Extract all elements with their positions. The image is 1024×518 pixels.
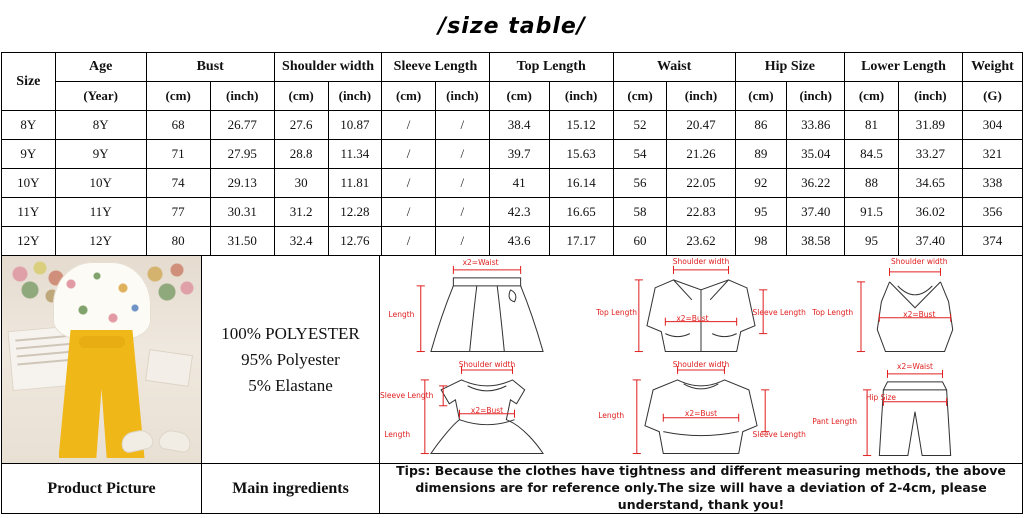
header-lower-length: Lower Length xyxy=(845,53,963,82)
diagram-camisole xyxy=(808,256,1022,360)
cell-shoulder-inch: 11.34 xyxy=(328,140,382,169)
label-shoulder-width: Shoulder width xyxy=(458,359,516,369)
card-prop xyxy=(145,349,193,387)
ingredients-cell xyxy=(202,256,379,463)
cell-bust-cm: 74 xyxy=(146,169,210,198)
cell-size: 8Y xyxy=(2,111,56,140)
cell-hip-cm: 86 xyxy=(735,111,787,140)
cell-bust-inch: 26.77 xyxy=(210,111,274,140)
lower-section xyxy=(1,256,1023,514)
main-ingredients-column xyxy=(202,256,380,513)
cell-hip-cm: 92 xyxy=(735,169,787,198)
main-ingredients-caption: Main ingredients xyxy=(202,463,379,513)
unit-shoulder-cm: (cm) xyxy=(274,82,328,111)
cell-size: 10Y xyxy=(2,169,56,198)
cell-hip-inch: 36.22 xyxy=(787,169,845,198)
cell-hip-inch: 38.58 xyxy=(787,227,845,256)
cell-size: 12Y xyxy=(2,227,56,256)
cell-bust-inch: 29.13 xyxy=(210,169,274,198)
unit-year: (Year) xyxy=(55,82,146,111)
label-sleeve-length: Sleeve Length xyxy=(752,307,806,317)
cell-size: 11Y xyxy=(2,198,56,227)
cell-waist-inch: 21.26 xyxy=(667,140,735,169)
title-row xyxy=(0,0,1024,52)
table-row xyxy=(2,111,1023,140)
cell-shoulder-inch: 12.28 xyxy=(328,198,382,227)
label-bust: x2=Bust xyxy=(903,309,936,319)
cell-lowerlen-cm: 84.5 xyxy=(845,140,899,169)
label-shoulder-width: Shoulder width xyxy=(672,257,730,267)
cell-lowerlen-cm: 91.5 xyxy=(845,198,899,227)
cell-age: 12Y xyxy=(55,227,146,256)
diagram-jacket xyxy=(594,256,808,360)
cell-weight: 304 xyxy=(962,111,1022,140)
product-photo-cell xyxy=(2,256,201,463)
cell-toplen-cm: 42.3 xyxy=(489,198,549,227)
table-row xyxy=(2,198,1023,227)
diagram-long-sleeve-top xyxy=(594,360,808,464)
table-row xyxy=(2,140,1023,169)
cell-lowerlen-cm: 95 xyxy=(845,227,899,256)
cell-lowerlen-cm: 81 xyxy=(845,111,899,140)
cell-weight: 321 xyxy=(962,140,1022,169)
cell-waist-cm: 52 xyxy=(613,111,667,140)
cell-bust-inch: 27.95 xyxy=(210,140,274,169)
cell-waist-inch: 23.62 xyxy=(667,227,735,256)
ingredient-line: 5% Elastane xyxy=(248,375,333,395)
label-shoulder-width: Shoulder width xyxy=(672,359,730,369)
unit-lowerlen-cm: (cm) xyxy=(845,82,899,111)
ingredient-line: 100% POLYESTER xyxy=(221,323,360,343)
label-bust: x2=Bust xyxy=(470,406,504,416)
cell-waist-inch: 22.83 xyxy=(667,198,735,227)
ingredient-line: 95% Polyester xyxy=(241,349,340,369)
cell-toplen-inch: 16.14 xyxy=(549,169,613,198)
cell-waist-inch: 22.05 xyxy=(667,169,735,198)
cell-age: 8Y xyxy=(55,111,146,140)
cell-waist-cm: 60 xyxy=(613,227,667,256)
cell-hip-inch: 35.04 xyxy=(787,140,845,169)
cell-bust-cm: 80 xyxy=(146,227,210,256)
cell-sleeve-inch: / xyxy=(435,198,489,227)
table-row xyxy=(2,227,1023,256)
diagram-grid xyxy=(380,256,1022,463)
label-shoulder-width: Shoulder width xyxy=(891,257,948,267)
cell-bust-inch: 30.31 xyxy=(210,198,274,227)
cell-sleeve-inch: / xyxy=(435,140,489,169)
cell-waist-cm: 56 xyxy=(613,169,667,198)
cell-shoulder-cm: 28.8 xyxy=(274,140,328,169)
cell-hip-cm: 95 xyxy=(735,198,787,227)
unit-hip-cm: (cm) xyxy=(735,82,787,111)
cell-lowerlen-inch: 37.40 xyxy=(898,227,962,256)
header-waist: Waist xyxy=(613,53,735,82)
cell-toplen-inch: 15.12 xyxy=(549,111,613,140)
label-length: Length xyxy=(384,429,411,439)
cell-bust-inch: 31.50 xyxy=(210,227,274,256)
cell-toplen-cm: 39.7 xyxy=(489,140,549,169)
cell-lowerlen-inch: 36.02 xyxy=(898,198,962,227)
cell-bust-cm: 68 xyxy=(146,111,210,140)
pants-illustration xyxy=(808,360,1022,464)
label-length: Length xyxy=(388,309,415,319)
cell-hip-inch: 33.86 xyxy=(787,111,845,140)
diagram-dress xyxy=(380,360,594,464)
tips-text: Tips: Because the clothes have tightness and different measuring methods, the above dimensions are for reference only.The size will have a deviation of 2-4cm, please understand, thank you! xyxy=(380,463,1022,513)
cell-waist-inch: 20.47 xyxy=(667,111,735,140)
cell-size: 9Y xyxy=(2,140,56,169)
header-shoulder-width: Shoulder width xyxy=(274,53,381,82)
cell-shoulder-inch: 10.87 xyxy=(328,111,382,140)
label-waist: x2=Waist xyxy=(897,361,933,371)
cell-lowerlen-inch: 31.89 xyxy=(898,111,962,140)
cell-toplen-inch: 15.63 xyxy=(549,140,613,169)
label-hip-size: Hip Size xyxy=(865,392,897,402)
cell-waist-cm: 54 xyxy=(613,140,667,169)
label-pant-length: Pant Length xyxy=(812,417,857,427)
unit-shoulder-inch: (inch) xyxy=(328,82,382,111)
unit-lowerlen-inch: (inch) xyxy=(898,82,962,111)
waist-bow xyxy=(79,336,125,348)
unit-sleeve-inch: (inch) xyxy=(435,82,489,111)
unit-weight-g: (G) xyxy=(962,82,1022,111)
measurement-diagrams-column xyxy=(380,256,1022,513)
unit-waist-inch: (inch) xyxy=(667,82,735,111)
cell-shoulder-cm: 27.6 xyxy=(274,111,328,140)
label-top-length: Top Length xyxy=(812,307,854,317)
cell-age: 10Y xyxy=(55,169,146,198)
label-bust: x2=Bust xyxy=(684,409,718,419)
floral-top-garment xyxy=(53,262,151,340)
cell-toplen-inch: 17.17 xyxy=(549,227,613,256)
header-weight: Weight xyxy=(962,53,1022,82)
cell-lowerlen-inch: 34.65 xyxy=(898,169,962,198)
ingredients-list xyxy=(202,256,379,463)
cell-weight: 338 xyxy=(962,169,1022,198)
header-hip-size: Hip Size xyxy=(735,53,845,82)
unit-waist-cm: (cm) xyxy=(613,82,667,111)
cell-weight: 374 xyxy=(962,227,1022,256)
cell-toplen-inch: 16.65 xyxy=(549,198,613,227)
unit-toplen-cm: (cm) xyxy=(489,82,549,111)
header-size: Size xyxy=(2,53,56,111)
cell-sleeve-inch: / xyxy=(435,227,489,256)
cell-hip-inch: 37.40 xyxy=(787,198,845,227)
floral-pattern xyxy=(53,262,151,340)
cell-shoulder-cm: 30 xyxy=(274,169,328,198)
label-sleeve-length: Sleeve Length xyxy=(752,429,806,439)
header-bust: Bust xyxy=(146,53,274,82)
cell-sleeve-inch: / xyxy=(435,111,489,140)
page-title: /size table/ xyxy=(438,13,586,39)
table-unit-row xyxy=(2,82,1023,111)
cell-sleeve-cm: / xyxy=(382,111,436,140)
label-top-length: Top Length xyxy=(596,307,638,317)
cell-weight: 356 xyxy=(962,198,1022,227)
cell-shoulder-inch: 11.81 xyxy=(328,169,382,198)
unit-bust-cm: (cm) xyxy=(146,82,210,111)
diagram-pants xyxy=(808,360,1022,464)
skirt-illustration xyxy=(380,256,594,360)
header-age: Age xyxy=(55,53,146,82)
table-row xyxy=(2,169,1023,198)
size-table xyxy=(1,52,1023,256)
header-sleeve-length: Sleeve Length xyxy=(382,53,489,82)
label-waist: x2=Waist xyxy=(462,258,499,268)
product-picture-caption: Product Picture xyxy=(2,463,201,513)
diagrams-cell xyxy=(380,256,1022,463)
cell-toplen-cm: 41 xyxy=(489,169,549,198)
label-length: Length xyxy=(598,411,625,421)
header-top-length: Top Length xyxy=(489,53,613,82)
cell-waist-cm: 58 xyxy=(613,198,667,227)
unit-sleeve-cm: (cm) xyxy=(382,82,436,111)
cell-sleeve-cm: / xyxy=(382,227,436,256)
cell-bust-cm: 71 xyxy=(146,140,210,169)
unit-hip-inch: (inch) xyxy=(787,82,845,111)
cell-sleeve-cm: / xyxy=(382,198,436,227)
cell-sleeve-cm: / xyxy=(382,140,436,169)
table-header-row xyxy=(2,53,1023,82)
unit-toplen-inch: (inch) xyxy=(549,82,613,111)
cell-age: 11Y xyxy=(55,198,146,227)
label-sleeve-length: Sleeve Length xyxy=(380,390,434,400)
cell-toplen-cm: 43.6 xyxy=(489,227,549,256)
cell-lowerlen-inch: 33.27 xyxy=(898,140,962,169)
cell-sleeve-inch: / xyxy=(435,169,489,198)
cell-hip-cm: 98 xyxy=(735,227,787,256)
cell-shoulder-inch: 12.76 xyxy=(328,227,382,256)
unit-bust-inch: (inch) xyxy=(210,82,274,111)
product-photo xyxy=(2,256,201,463)
diagram-skirt xyxy=(380,256,594,360)
cell-shoulder-cm: 31.2 xyxy=(274,198,328,227)
cell-sleeve-cm: / xyxy=(382,169,436,198)
cell-shoulder-cm: 32.4 xyxy=(274,227,328,256)
cell-bust-cm: 77 xyxy=(146,198,210,227)
cell-age: 9Y xyxy=(55,140,146,169)
cell-lowerlen-cm: 88 xyxy=(845,169,899,198)
product-picture-column xyxy=(2,256,202,513)
cell-toplen-cm: 38.4 xyxy=(489,111,549,140)
cell-hip-cm: 89 xyxy=(735,140,787,169)
label-bust: x2=Bust xyxy=(676,313,709,323)
